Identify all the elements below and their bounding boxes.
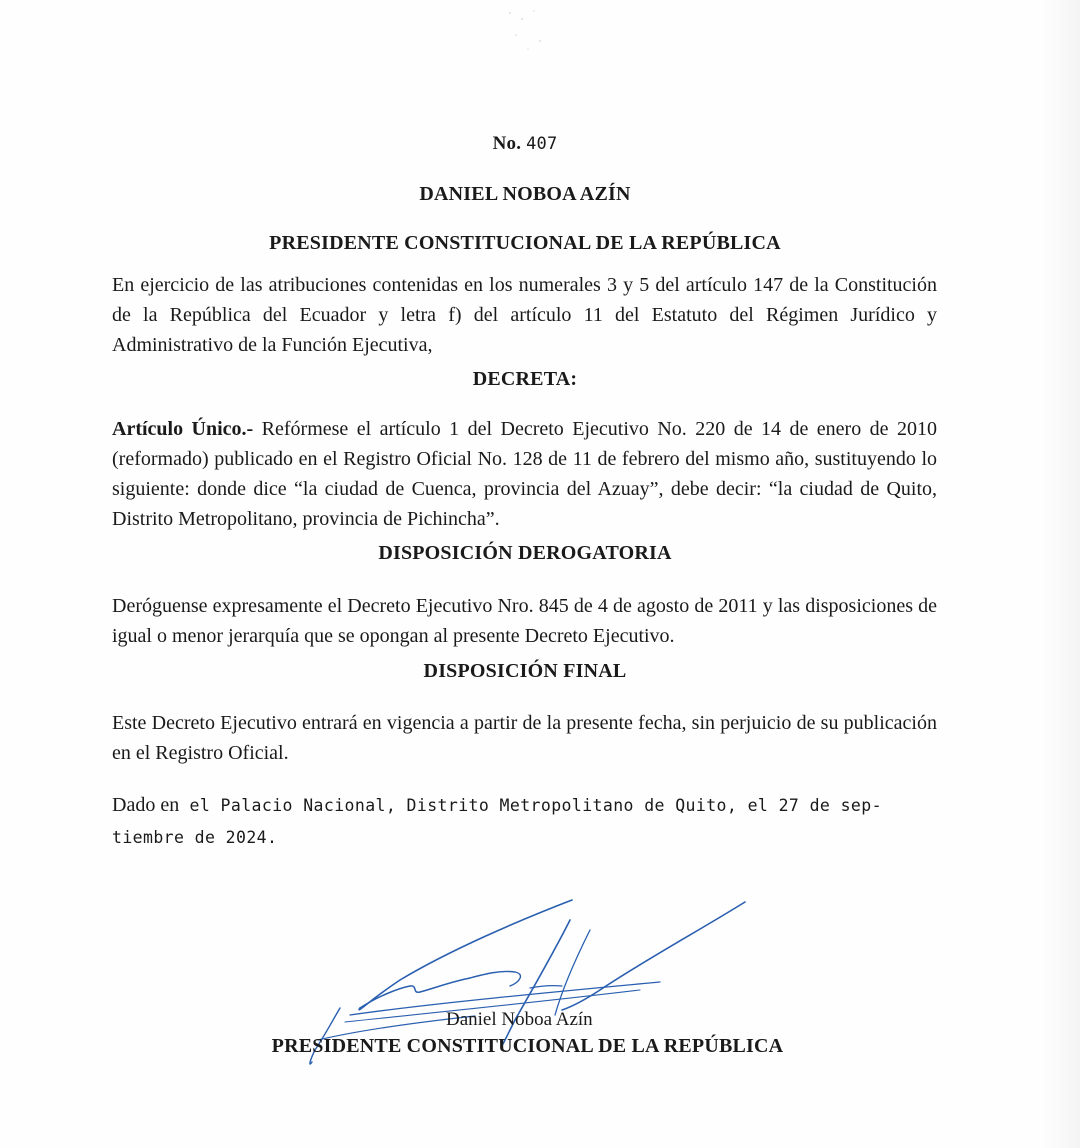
article-label: Artículo Único.-	[112, 418, 254, 440]
dado-prefix: Dado en	[112, 794, 180, 816]
final-paragraph: Este Decreto Ejecutivo entrará en vigencia a partir de la presente fecha, sin perjuicio de su publicación en el Registro Oficial.	[112, 712, 937, 764]
intro-paragraph: En ejercicio de las atribuciones contenidas en los numerales 3 y 5 del artículo 147 de la Constitución de la República del Ecuador y letra f) del artículo 11 del Estatuto del Régimen Jurídico y Administrativo de la Función Ejecutiva,	[112, 274, 937, 356]
signatory-title: PRESIDENTE CONSTITUCIONAL DE LA REPÚBLICA	[271, 1035, 784, 1057]
dado-line1: el Palacio Nacional, Distrito Metropolitano de Quito, el 27 de sep-	[179, 796, 882, 815]
article-paragraph	[112, 414, 937, 534]
signatory-name: Daniel Noboa Azín	[446, 1009, 593, 1030]
derogatoria-paragraph: Deróguense expresamente el Decreto Ejecutivo Nro. 845 de 4 de agosto de 2011 y las disposiciones de igual o menor jerarquía que se opongan al presente Decreto Ejecutivo.	[112, 595, 937, 647]
decree-number	[0, 133, 1050, 155]
scan-speckle	[490, 5, 560, 60]
president-title-heading: PRESIDENTE CONSTITUCIONAL DE LA REPÚBLICA	[269, 232, 781, 254]
president-name-heading: DANIEL NOBOA AZÍN	[419, 183, 631, 205]
dado-paragraph	[112, 789, 942, 854]
dado-line2: tiembre de 2024.	[112, 828, 278, 847]
final-heading: DISPOSICIÓN FINAL	[423, 660, 627, 682]
decree-number-label: No.	[492, 133, 522, 154]
decreta-heading: DECRETA:	[472, 368, 578, 390]
derogatoria-heading: DISPOSICIÓN DEROGATORIA	[378, 542, 672, 564]
decree-number-value: 407	[526, 134, 558, 154]
article-text: Refórmese el artículo 1 del Decreto Ejecutivo No. 220 de 14 de enero de 2010 (reformado) publicado en el Registro Oficial No. 128 de 11 de febrero del mismo año, sustituyendo lo siguiente: donde dice “la ciudad de Cuenca, provincia del Azuay”, debe decir: “la ciudad de Quito, Distrito Metropolitano, provincia de Pichincha”.	[112, 418, 937, 530]
page-edge-shadow	[1040, 0, 1080, 1148]
